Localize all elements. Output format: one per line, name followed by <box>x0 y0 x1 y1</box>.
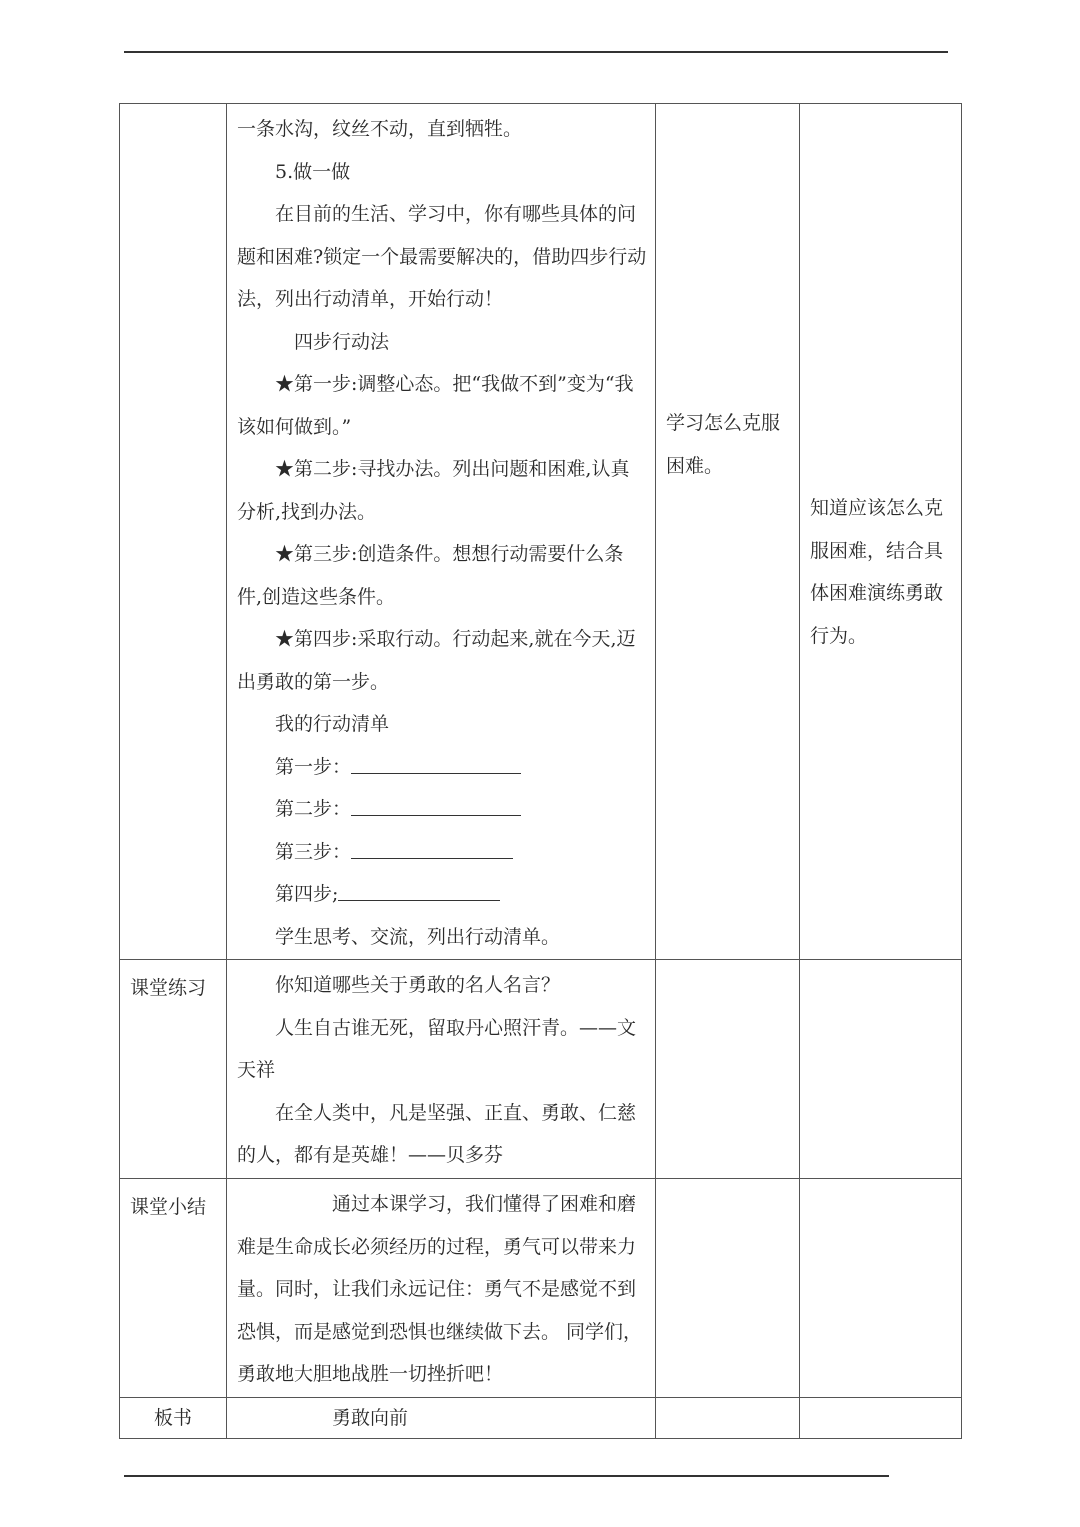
checklist-label: 第一步： <box>275 755 352 778</box>
goal-line: 体困难演练勇敢 <box>810 582 944 604</box>
body-line: 你知道哪些关于勇敢的名人名言？ <box>275 974 561 996</box>
body-line: 一条水沟，纹丝不动，直到牺牲。 <box>237 118 523 140</box>
body-line: 量。同时，让我们永远记住：勇气不是感觉不到 <box>237 1278 637 1300</box>
practice-label: 课堂练习 <box>130 977 207 999</box>
board-label: 板书 <box>153 1407 192 1429</box>
footer-rule <box>124 1475 889 1477</box>
body-line: 学生思考、交流，列出行动清单。 <box>275 925 561 948</box>
fill-blank-line[interactable] <box>338 873 500 901</box>
goal-cell <box>800 104 962 960</box>
checklist-item-1 <box>237 746 647 789</box>
summary-content-cell <box>227 1179 656 1398</box>
fill-blank-line[interactable] <box>351 831 513 859</box>
step-line: 件,创造这些条件。 <box>237 585 396 608</box>
intent-line: 学习怎么克服 <box>666 412 781 434</box>
practice-goal-cell <box>800 960 962 1179</box>
activity-row <box>120 104 962 960</box>
checklist-item-2 <box>237 788 647 831</box>
body-line: 在目前的生活、学习中，你有哪些具体的问 <box>275 203 637 225</box>
quote-line: 的人，都有是英雄！——贝多芬 <box>237 1144 504 1166</box>
practice-label-cell <box>120 960 227 1179</box>
practice-intent-cell <box>656 960 800 1179</box>
board-intent-cell <box>656 1398 800 1439</box>
body-line: 难是生命成长必须经历的过程，勇气可以带来力 <box>237 1235 637 1258</box>
fill-blank-line[interactable] <box>351 788 521 816</box>
checklist-item-3 <box>237 831 647 874</box>
step-line: 该如何做到。” <box>237 415 352 438</box>
practice-row <box>120 960 962 1179</box>
step-line: 出勇敢的第一步。 <box>237 670 390 693</box>
checklist-item-4 <box>237 873 647 916</box>
body-line: 勇敢地大胆地战胜一切挫折吧！ <box>237 1363 504 1385</box>
checklist-label: 第二步： <box>275 798 352 820</box>
checklist-title: 我的行动清单 <box>275 713 390 735</box>
body-line: 恐惧，而是感觉到恐惧也继续做下去。 同学们， <box>237 1320 643 1343</box>
board-title: 勇敢向前 <box>332 1407 409 1429</box>
quote-line: 天祥 <box>237 1059 276 1081</box>
step-line: ★第四步:采取行动。行动起来,就在今天,迈 <box>275 628 636 650</box>
header-rule <box>124 51 948 53</box>
activity-content-cell <box>227 104 656 960</box>
body-line: 法，列出行动清单，开始行动！ <box>237 288 504 310</box>
step-line: ★第二步:寻找办法。列出问题和困难,认真 <box>275 458 630 480</box>
subheading: 四步行动法 <box>294 330 390 353</box>
step-line: ★第三步:创造条件。想想行动需要什么条 <box>275 543 624 565</box>
body-line: 题和困难?锁定一个最需要解决的，借助四步行动 <box>237 245 647 268</box>
section-heading: 5.做一做 <box>275 160 351 183</box>
step-line: ★第一步:调整心态。把“我做不到”变为“我 <box>275 373 634 395</box>
practice-content-cell <box>227 960 656 1179</box>
intent-line: 困难。 <box>666 454 724 477</box>
quote-line: 在全人类中，凡是坚强、正直、勇敢、仁慈 <box>275 1101 637 1124</box>
body-line: 通过本课学习，我们懂得了困难和磨 <box>332 1193 637 1215</box>
lesson-plan-table <box>119 103 962 1439</box>
summary-intent-cell <box>656 1179 800 1398</box>
summary-goal-cell <box>800 1179 962 1398</box>
quote-line: 人生自古谁无死，留取丹心照汗青。——文 <box>275 1016 637 1039</box>
goal-line: 服困难，结合具 <box>810 539 944 562</box>
summary-label-cell <box>120 1179 227 1398</box>
intent-cell <box>656 104 800 960</box>
fill-blank-line[interactable] <box>351 746 521 774</box>
step-line: 分析,找到办法。 <box>237 500 377 523</box>
board-label-cell <box>120 1398 227 1439</box>
checklist-label: 第四步; <box>275 883 339 905</box>
activity-label-cell <box>120 104 227 960</box>
checklist-label: 第三步： <box>275 840 352 863</box>
board-goal-cell <box>800 1398 962 1439</box>
board-row <box>120 1398 962 1439</box>
summary-row <box>120 1179 962 1398</box>
board-content-cell <box>227 1398 656 1439</box>
summary-label: 课堂小结 <box>130 1196 207 1218</box>
goal-line: 行为。 <box>810 624 868 647</box>
goal-line: 知道应该怎么克 <box>810 497 944 519</box>
